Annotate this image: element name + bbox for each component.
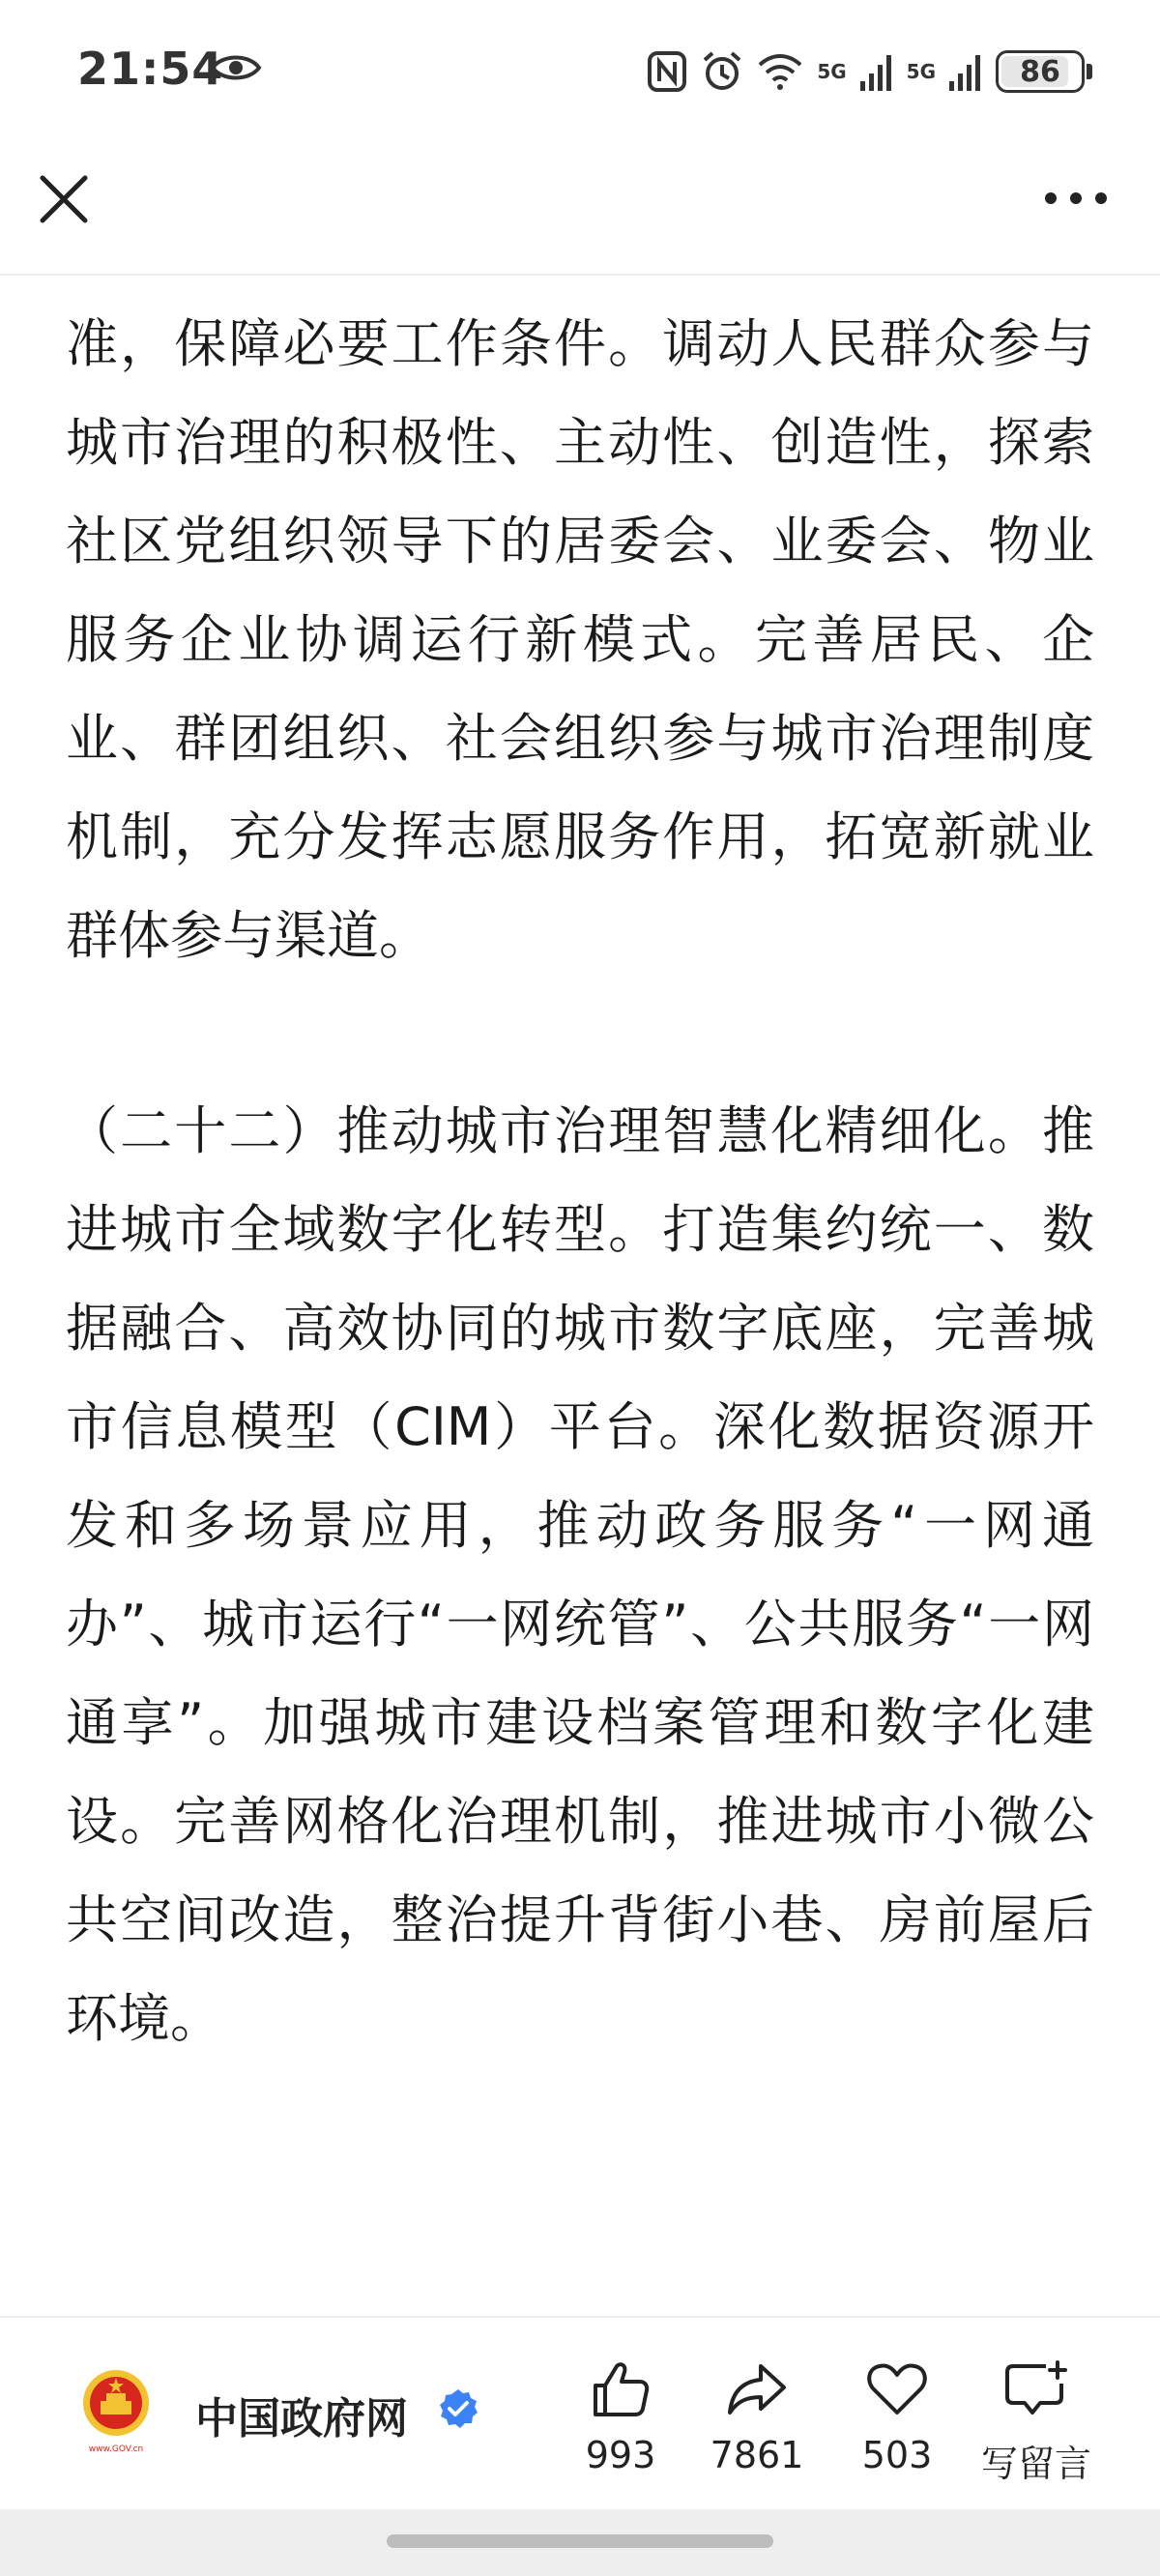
comment-icon bbox=[1003, 2358, 1069, 2420]
eye-icon bbox=[211, 52, 261, 83]
logo-text: www.GOV.cn bbox=[88, 2444, 144, 2454]
battery-tip bbox=[1087, 64, 1092, 79]
home-indicator[interactable] bbox=[387, 2534, 773, 2548]
verified-badge-icon bbox=[437, 2387, 479, 2430]
share-button[interactable] bbox=[689, 2358, 825, 2494]
article-paragraph: 准，保障必要工作条件。调动人民群众参与城市治理的积极性、主动性、创造性，探索社区党组织领导下的居委会、业委会、物业服务企业协调运行新模式。完善居民、企业、群团组织、社会组织参与城市治理制度机制，充分发挥志愿服务作用，拓宽新就业群体参与渠道。 bbox=[66, 313, 1094, 966]
network-label-2: 5G bbox=[906, 60, 936, 83]
top-nav-bar bbox=[0, 145, 1160, 276]
favorite-count: 503 bbox=[861, 2434, 933, 2476]
battery-indicator bbox=[996, 50, 1085, 93]
bottom-action-bar bbox=[0, 2316, 1160, 2509]
network-label-1: 5G bbox=[817, 60, 847, 83]
status-time: 21:54 bbox=[77, 43, 224, 95]
nfc-icon bbox=[647, 50, 687, 93]
favorite-button[interactable] bbox=[829, 2358, 965, 2494]
status-icons bbox=[647, 44, 1092, 99]
gesture-nav-area bbox=[0, 2509, 1160, 2576]
thumbs-up-icon bbox=[590, 2358, 652, 2420]
like-count: 993 bbox=[585, 2434, 656, 2476]
signal-icon bbox=[860, 52, 893, 91]
source-name[interactable]: 中国政府网 bbox=[195, 2394, 408, 2444]
alarm-icon bbox=[701, 50, 743, 93]
wifi-icon bbox=[757, 52, 803, 91]
write-comment-button[interactable] bbox=[969, 2358, 1104, 2494]
like-button[interactable] bbox=[553, 2358, 688, 2494]
article-paragraph: （二十二）推动城市治理智慧化精细化。推进城市全域数字化转型。打造集约统一、数据融合、高效协同的城市数字底座，完善城市信息模型（CIM）平台。深化数据资源开发和多场景应用，推动政务服务“一网通办”、城市运行“一网统管”、公共服务“一网通享”。加强城市建设档案管理和数字化建设。完善网格化治理机制，推进城市小微公共空间改造，整治提升背街小巷、房前屋后环境。 bbox=[66, 1100, 1094, 2049]
article-body bbox=[66, 276, 1094, 2316]
gov-emblem-logo[interactable] bbox=[77, 2366, 155, 2455]
share-icon bbox=[726, 2358, 788, 2420]
more-options-button[interactable] bbox=[1042, 184, 1110, 213]
share-count: 7861 bbox=[710, 2434, 804, 2476]
battery-level: 86 bbox=[1020, 54, 1060, 89]
signal-icon bbox=[949, 52, 982, 91]
close-button[interactable] bbox=[37, 170, 91, 228]
status-bar bbox=[0, 0, 1160, 145]
write-comment-label: 写留言 bbox=[980, 2443, 1091, 2485]
heart-icon bbox=[866, 2358, 928, 2420]
